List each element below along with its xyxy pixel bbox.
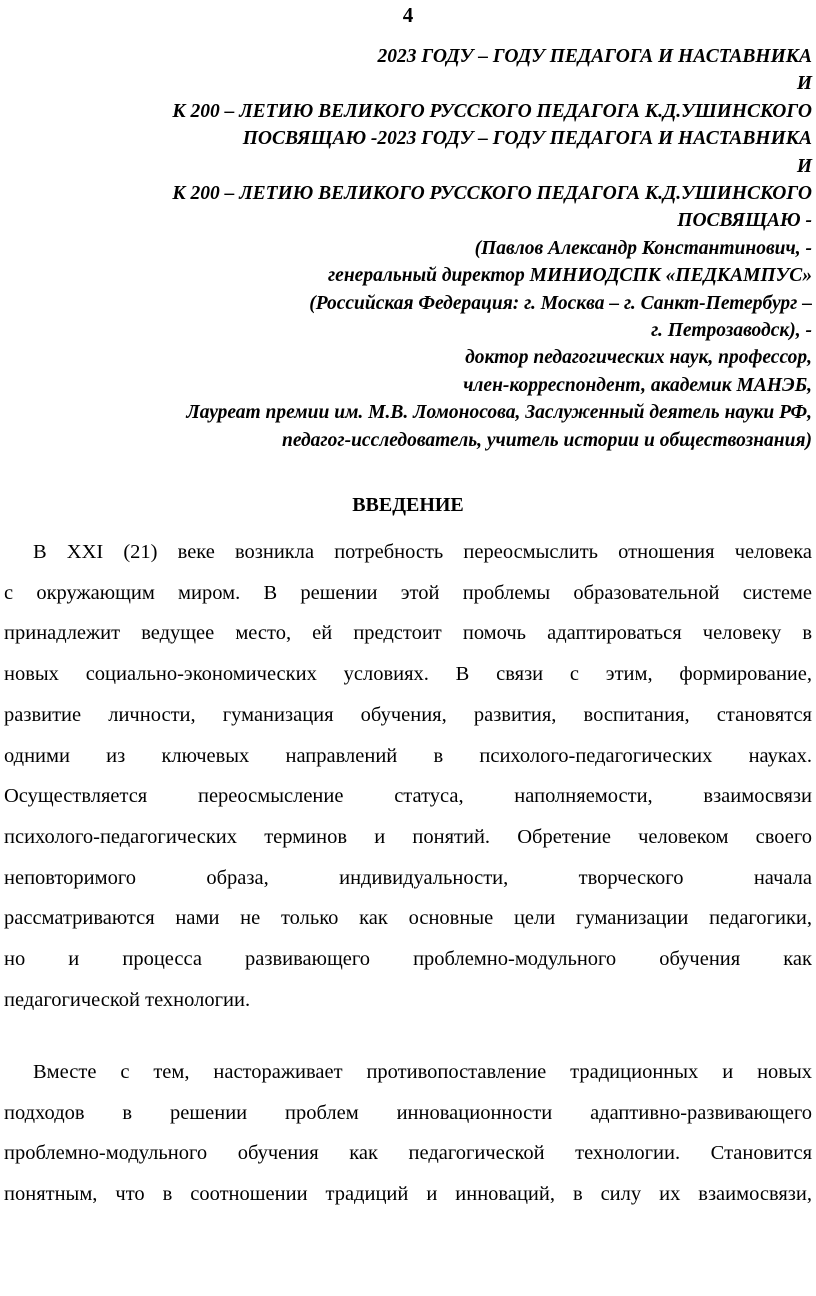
author-line: (Павлов Александр Константинович, - — [474, 237, 812, 259]
paragraph-line: В XXI (21) веке возникла потребность переосмыслить отношения человека — [33, 541, 812, 563]
paragraph-line: но и процесса развивающего проблемно-модульного обучения как — [4, 948, 812, 971]
page-number: 4 — [402, 3, 414, 27]
dedication-line: И — [796, 155, 812, 177]
dedication-line: ПОСВЯЩАЮ - — [677, 210, 812, 232]
paragraph-line: рассматриваются нами не только как основные цели гуманизации педагогики, — [4, 907, 812, 930]
author-line: (Российская Федерация: г. Москва – г. Санкт-Петербург – — [309, 292, 812, 314]
dedication-line: ПОСВЯЩАЮ -2023 ГОДУ – ГОДУ ПЕДАГОГА И НАСТАВНИКА — [242, 128, 812, 150]
author-line: г. Петрозаводск), - — [651, 320, 812, 342]
dedication-line: К 200 – ЛЕТИЮ ВЕЛИКОГО РУССКОГО ПЕДАГОГА К.Д.УШИНСКОГО — [172, 183, 812, 205]
paragraph-line: неповторимого образа, индивидуальности, творческого начала — [4, 866, 812, 889]
paragraph-line: педагогической технологии. — [4, 988, 251, 1011]
paragraph-line: Осуществляется переосмысление статуса, наполняемости, взаимосвязи — [4, 785, 812, 808]
paragraph-line: новых социально-экономических условиях. В связи с этим, формирование, — [4, 663, 812, 686]
paragraph-line: психолого-педагогических терминов и понятий. Обретение человеком своего — [4, 825, 812, 848]
paragraph-introduction — [4, 532, 812, 1020]
paragraph-line: подходов в решении проблем инновационности адаптивно-развивающего — [4, 1101, 812, 1124]
author-line: генеральный директор МИНИОДСПК «ПЕДКАМПУС» — [327, 265, 812, 287]
paragraph-line: проблемно-модульного обучения как педагогической технологии. Становится — [4, 1142, 812, 1165]
author-line: член-корреспондент, академик МАНЭБ, — [463, 374, 812, 396]
paragraph-line: одними из ключевых направлений в психолого-педагогических науках. — [4, 744, 812, 767]
dedication-line: К 200 – ЛЕТИЮ ВЕЛИКОГО РУССКОГО ПЕДАГОГА К.Д.УШИНСКОГО — [172, 100, 812, 122]
dedication-line: И — [796, 73, 812, 95]
paragraph-line: Вместе с тем, настораживает противопоставление традиционных и новых — [33, 1061, 812, 1083]
dedication-block — [6, 43, 812, 454]
author-line: доктор педагогических наук, профессор, — [465, 347, 812, 369]
paragraph-second — [4, 1052, 812, 1215]
section-title: ВВЕДЕНИЕ — [352, 494, 464, 516]
paragraph-line: развитие личности, гуманизация обучения, развития, воспитания, становятся — [4, 703, 812, 726]
author-line: Лауреат премии им. М.В. Ломоносова, Заслуженный деятель науки РФ, — [186, 402, 812, 424]
dedication-line: 2023 ГОДУ – ГОДУ ПЕДАГОГА И НАСТАВНИКА — [377, 46, 812, 67]
author-line: педагог-исследователь, учитель истории и обществознания) — [281, 429, 812, 451]
paragraph-line: понятным, что в соотношении традиций и инноваций, в силу их взаимосвязи, — [4, 1183, 812, 1206]
paragraph-line: с окружающим миром. В решении этой проблемы образовательной системе — [4, 581, 812, 604]
paragraph-line: принадлежит ведущее место, ей предстоит помочь адаптироваться человеку в — [4, 622, 812, 645]
